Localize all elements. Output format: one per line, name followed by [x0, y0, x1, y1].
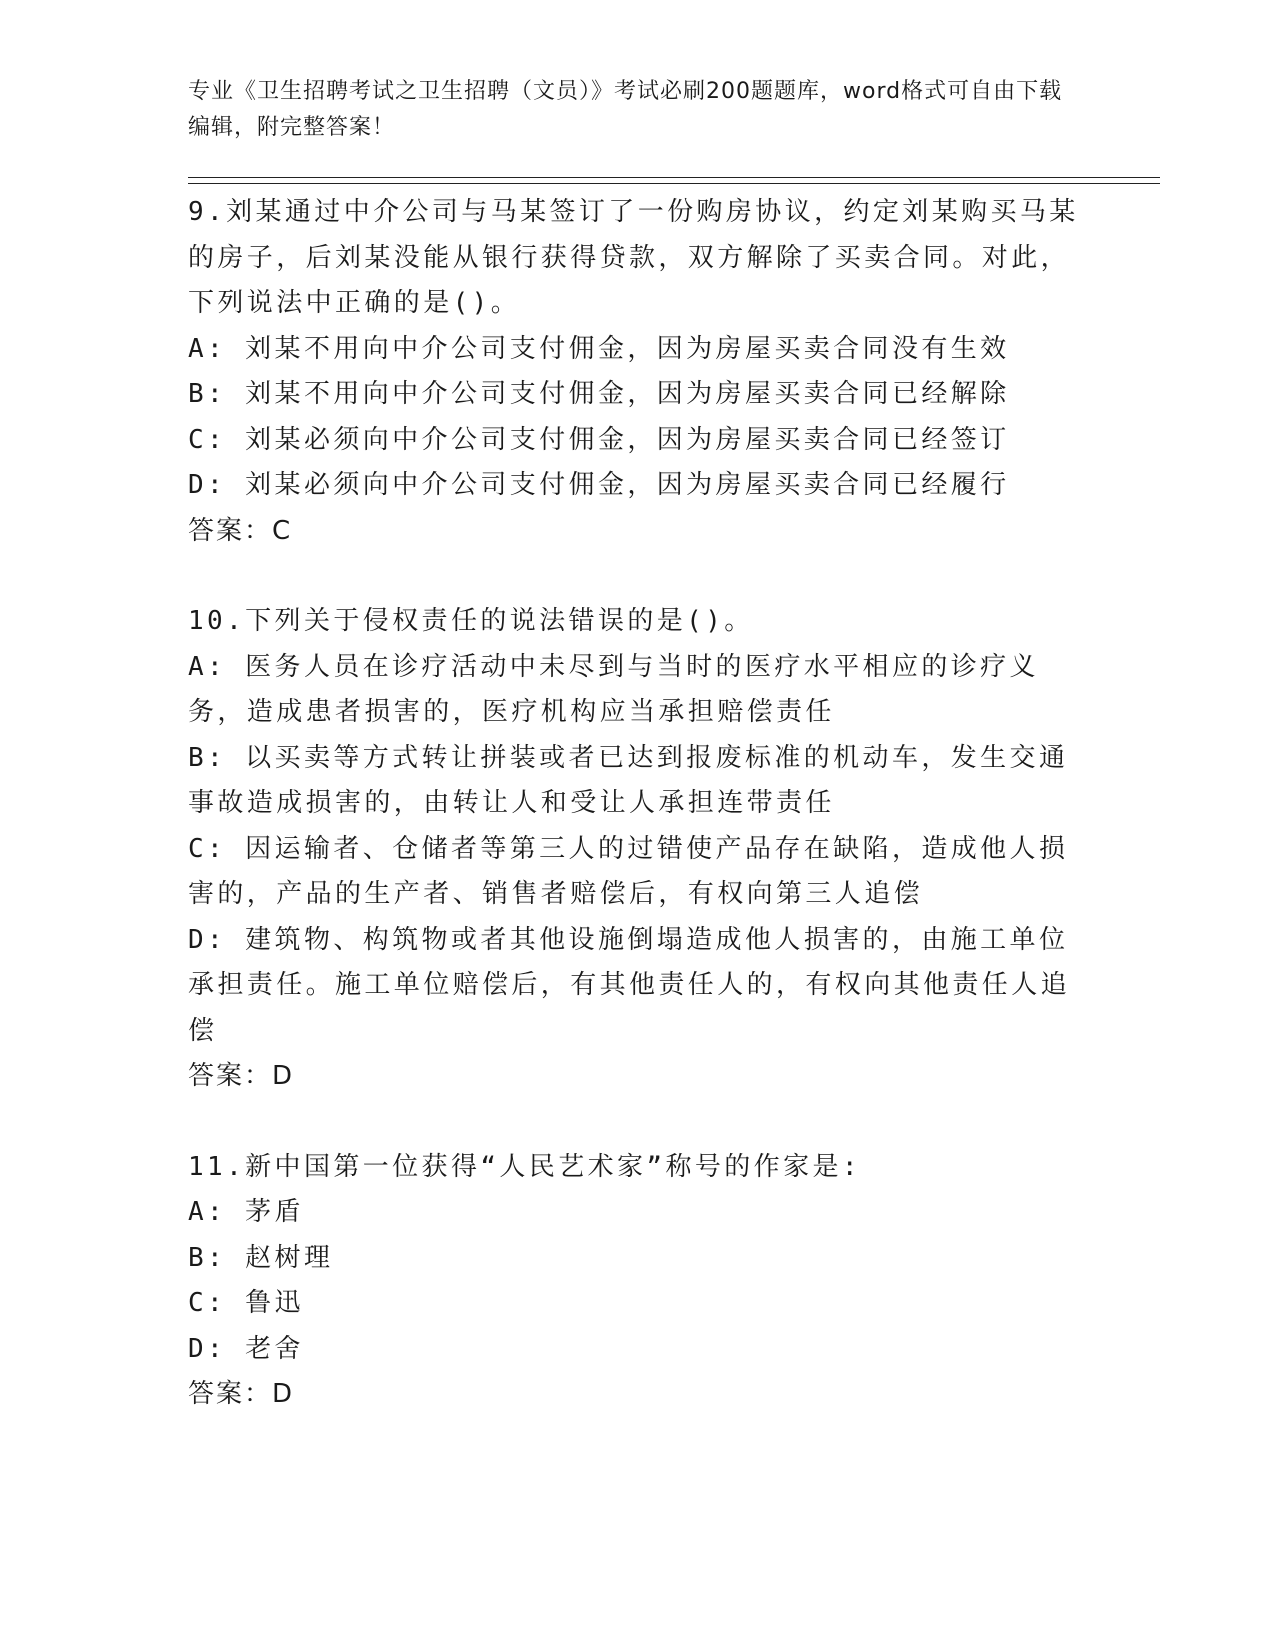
header-title: 专业《卫生招聘考试之卫生招聘（文员）》考试必刷200题题库，word格式可自由下载编辑，附完整答案！: [188, 79, 1063, 140]
header-divider-bottom: [188, 183, 1160, 184]
spacer: [188, 1100, 1088, 1145]
option-b: B: 刘某不用向中介公司支付佣金，因为房屋买卖合同已经解除: [188, 379, 1010, 409]
option-b: B: 以买卖等方式转让拼装或者已达到报废标准的机动车，发生交通事故造成损害的，由转让人和受让人承担连带责任: [188, 742, 1069, 818]
question-stem: 11.新中国第一位获得“人民艺术家”称号的作家是:: [188, 1151, 861, 1182]
option-c: C: 因运输者、仓储者等第三人的过错使产品存在缺陷，造成他人损害的，产品的生产者、销售者赔偿后，有权向第三人追偿: [188, 833, 1069, 909]
option-d: D: 老舍: [188, 1333, 304, 1364]
option-d: D: 建筑物、构筑物或者其他设施倒塌造成他人损害的，由施工单位承担责任。施工单位赔偿后，有其他责任人的，有权向其他责任人追偿: [188, 924, 1071, 1046]
question-list: [188, 190, 1088, 1418]
option-a: A: 刘某不用向中介公司支付佣金，因为房屋买卖合同没有生效: [188, 333, 1010, 364]
question-11: [188, 1145, 1088, 1418]
option-a: A: 医务人员在诊疗活动中未尽到与当时的医疗水平相应的诊疗义务，造成患者损害的，医疗机构应当承担赔偿责任: [188, 651, 1039, 727]
question-stem: 9.刘某通过中介公司与马某签订了一份购房协议，约定刘某购买马某的房子，后刘某没能从银行获得贷款，双方解除了买卖合同。对此，下列说法中正确的是()。: [188, 197, 1079, 318]
option-a: A: 茅盾: [188, 1197, 304, 1227]
answer: 答案：D: [188, 1061, 295, 1091]
option-b: B: 赵树理: [188, 1242, 334, 1273]
answer: 答案：D: [188, 1379, 295, 1409]
option-c: C: 刘某必须向中介公司支付佣金，因为房屋买卖合同已经签订: [188, 424, 1010, 455]
spacer: [188, 554, 1088, 599]
question-9: [188, 190, 1088, 554]
option-d: D: 刘某必须向中介公司支付佣金，因为房屋买卖合同已经履行: [188, 470, 1010, 500]
document-header: [188, 74, 1068, 146]
header-divider-top: [188, 177, 1160, 178]
question-10: [188, 599, 1088, 1100]
answer: 答案：C: [188, 515, 293, 546]
option-c: C: 鲁迅: [188, 1288, 304, 1318]
question-stem: 10.下列关于侵权责任的说法错误的是()。: [188, 606, 754, 636]
